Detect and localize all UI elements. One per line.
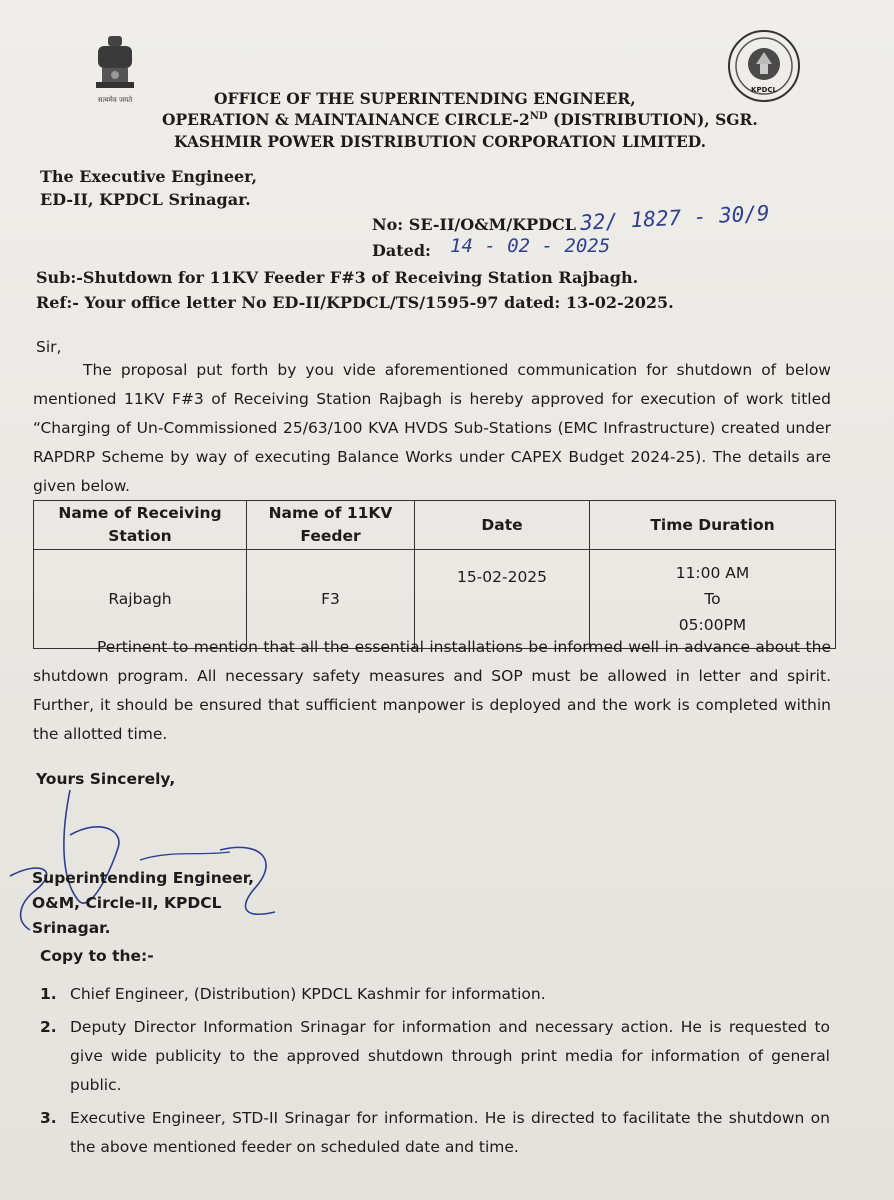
closing-line: Yours Sincerely, xyxy=(36,770,176,788)
paragraph-instructions-text: Pertinent to mention that all the essential installations be informed well in advance about the shutdown program. All necessary safety measures and SOP must be allowed in letter and spirit. Further, it should be ensured that sufficient manpower is deployed and the work is completed within the allotted time. xyxy=(33,638,831,743)
header-receiving-station: Name of Receiving Station xyxy=(34,501,247,550)
header-line-2-sup: ND xyxy=(529,110,548,122)
copy-to-heading: Copy to the:- xyxy=(40,947,154,965)
list-item-number: 3. xyxy=(40,1109,57,1127)
paragraph-approval xyxy=(33,356,831,501)
paragraph-instructions xyxy=(33,633,831,749)
list-item-text: Executive Engineer, STD-II Srinagar for information. He is directed to facilitate the shutdown on the above mentioned feeder on scheduled date and time. xyxy=(70,1109,830,1156)
header-line-3: KASHMIR POWER DISTRIBUTION CORPORATION LIMITED. xyxy=(174,132,707,151)
list-item-text: Chief Engineer, (Distribution) KPDCL Kashmir for information. xyxy=(70,985,546,1003)
subject-line: Sub:-Shutdown for 11KV Feeder F#3 of Receiving Station Rajbagh. xyxy=(36,268,639,287)
header-date: Date xyxy=(415,501,590,550)
list-item xyxy=(40,980,830,1009)
dated-label: Dated: xyxy=(372,241,431,260)
copy-to-list xyxy=(40,980,830,1166)
dated-handwritten: 14 - 02 - 2025 xyxy=(450,235,611,257)
header-feeder: Name of 11KV Feeder xyxy=(247,501,415,550)
letter-number-label: No: SE-II/O&M/KPDCL xyxy=(372,215,577,234)
paragraph-approval-text: The proposal put forth by you vide aforementioned communication for shutdown of below mentioned 11KV F#3 of Receiving Station Rajbagh is hereby approved for execution of work titled “Charging of Un-Commissioned 25/63/100 KVA HVDS Sub-Stations (EMC Infrastructure) created under RAPDRP Scheme by way of executing Balance Works under CAPEX Budget 2024-25). The details are given below. xyxy=(33,361,831,495)
reference-line: Ref:- Your office letter No ED-II/KPDCL/TS/1595-97 dated: 13-02-2025. xyxy=(36,293,674,312)
header-line-1: OFFICE OF THE SUPERINTENDING ENGINEER, xyxy=(214,89,636,108)
list-item-number: 2. xyxy=(40,1018,57,1036)
time-end: 05:00PM xyxy=(678,616,747,634)
header-time-duration: Time Duration xyxy=(590,501,836,550)
list-item xyxy=(40,1013,830,1100)
kpdcl-logo-icon xyxy=(726,28,802,104)
list-item-number: 1. xyxy=(40,985,57,1003)
table-header-row xyxy=(34,501,836,550)
addressee-line-1: The Executive Engineer, xyxy=(40,167,258,186)
list-item-text: Deputy Director Information Srinagar for information and necessary action. He is requested to give wide publicity to the approved shutdown through print media for information of general public. xyxy=(70,1018,830,1094)
time-start: 11:00 AM xyxy=(675,564,750,582)
shutdown-schedule-table xyxy=(33,500,836,649)
cell-station: Rajbagh xyxy=(34,550,247,649)
emblem-caption: सत्यमेव जयते xyxy=(97,96,133,104)
letter-number-handwritten: 32/ 1827 - 30/9 xyxy=(579,201,771,235)
header-line-2 xyxy=(162,110,758,129)
national-emblem-icon xyxy=(82,30,148,110)
signatory-line-1: Superintending Engineer, xyxy=(32,869,255,887)
salutation: Sir, xyxy=(36,338,62,356)
header-line-2-suffix: (DISTRIBUTION), SGR. xyxy=(547,110,758,129)
cell-date: 15-02-2025 xyxy=(415,550,590,649)
list-item xyxy=(40,1104,830,1162)
addressee-line-2: ED-II, KPDCL Srinagar. xyxy=(40,190,251,209)
signatory-line-3: Srinagar. xyxy=(32,919,111,937)
header-line-2-prefix: OPERATION & MAINTAINANCE CIRCLE-2 xyxy=(162,110,530,129)
time-to: To xyxy=(704,590,721,608)
signatory-line-2: O&M, Circle-II, KPDCL xyxy=(32,894,222,912)
logo-text: KPDCL xyxy=(751,86,777,94)
cell-feeder: F3 xyxy=(247,550,415,649)
